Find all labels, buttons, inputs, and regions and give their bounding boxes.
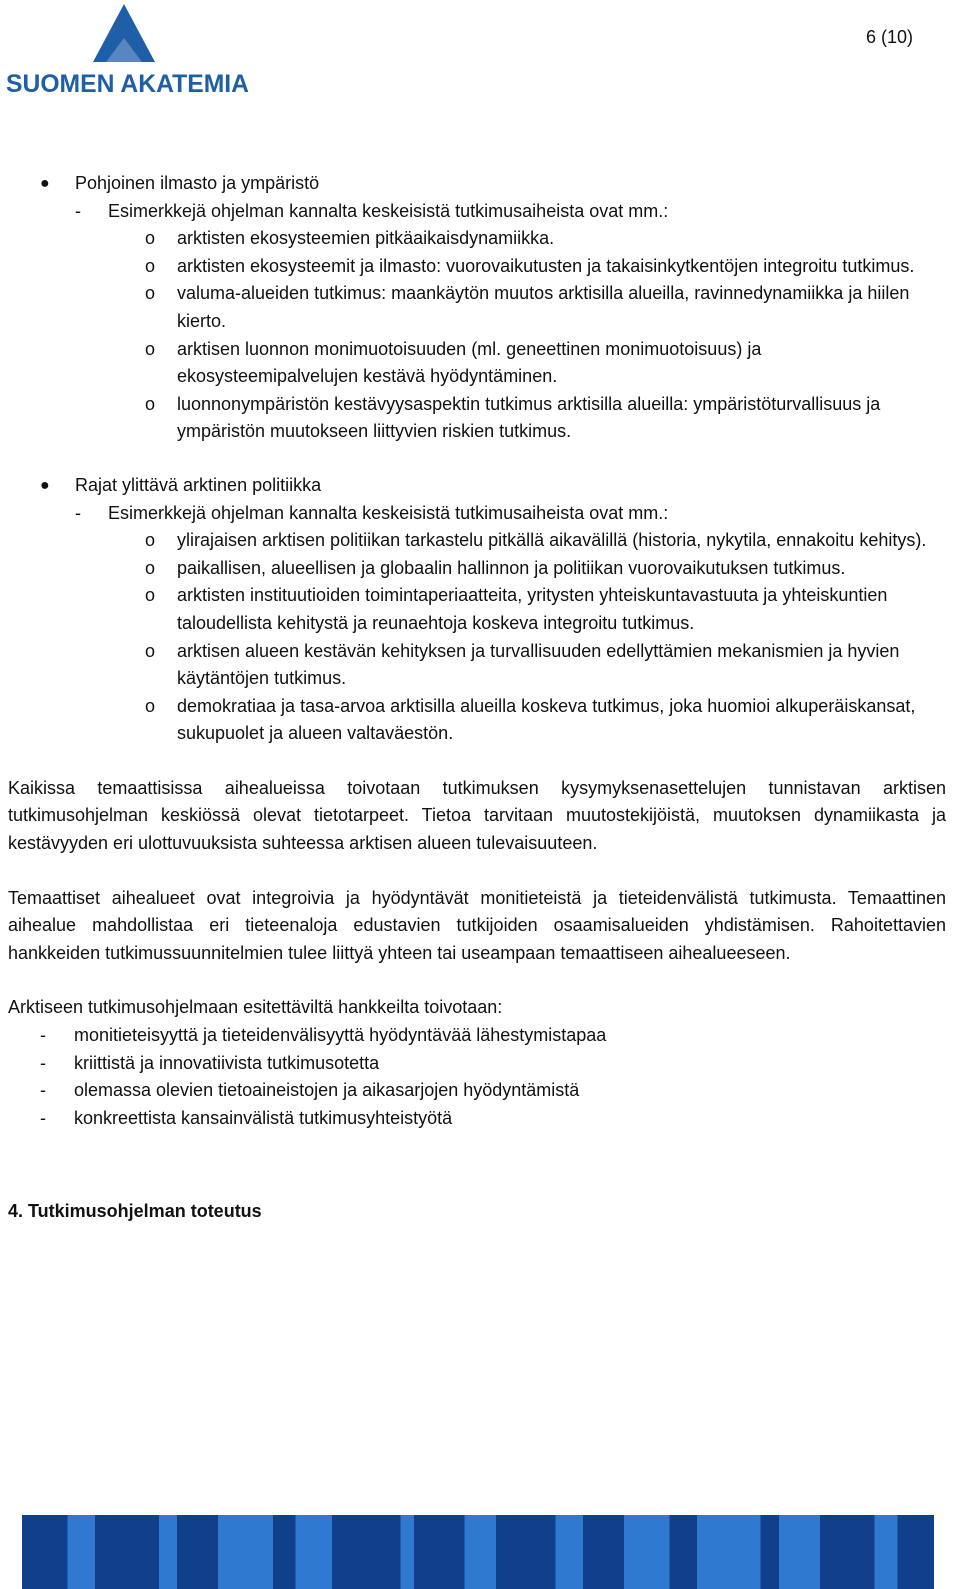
suomen-akatemia-logo	[6, 4, 251, 96]
topic-title: Pohjoinen ilmasto ja ympäristö	[75, 173, 320, 193]
page-number: 6 (10)	[866, 27, 914, 47]
list-item: - konkreettista kansainvälistä tutkimusyhteistyötä	[40, 1107, 453, 1128]
footer-decorative-bar	[22, 1515, 934, 1589]
topic-arctic-policy	[8, 472, 946, 748]
topic-northern-climate	[8, 170, 946, 446]
document-body	[8, 170, 946, 1226]
list-item: - kriittistä ja innovatiivista tutkimusotetta	[40, 1052, 380, 1073]
list-item: o luonnonympäristön kestävyysaspektin tutkimus arktisilla alueilla: ympäristöturvallisuus ja ympäristön muutokseen liittyvien riskien tutkimus.	[145, 393, 881, 442]
list-item: o arktisten ekosysteemit ja ilmasto: vuorovaikutusten ja takaisinkytkentöjen integroitu tutkimus.	[145, 255, 915, 276]
list-item: o valuma-alueiden tutkimus: maankäytön muutos arktisilla alueilla, ravinnedynamiikka ja hiilen kierto.	[145, 283, 910, 331]
list-item: - monitieteisyyttä ja tieteidenvälisyyttä hyödyntävää lähestymistapaa	[40, 1025, 607, 1046]
topic-examples-intro: - Esimerkkejä ohjelman kannalta keskeisistä tutkimusaiheista ovat mm.:	[75, 200, 669, 221]
list-item: o ylirajaisen arktisen politiikan tarkastelu pitkällä aikavälillä (historia, nykytila, ennakoitu kehitys).	[145, 530, 927, 551]
list-item: o arktisten instituutioiden toimintaperiaatteita, yritysten yhteiskuntavastuuta ja yhteiskuntien taloudellista kehitystä ja reunaehtoja koskeva integroitu tutkimus.	[145, 585, 888, 633]
list-item: o arktisen alueen kestävän kehityksen ja turvallisuuden edellyttämien mekanismien ja hyvien käytäntöjen tutkimus.	[145, 640, 900, 689]
topic-title: Rajat ylittävä arktinen politiikka	[75, 474, 322, 495]
list-item: o paikallisen, alueellisen ja globaalin hallinnon ja politiikan vuorovaikutuksen tutkimus.	[145, 557, 846, 578]
requirements-intro: Arktiseen tutkimusohjelmaan esitettäviltä hankkeilta toivotaan:	[8, 997, 503, 1018]
bullet-icon: ●	[40, 476, 50, 494]
paragraph: Temaattiset aihealueet ovat integroivia ja hyödyntävät monitieteistä ja tieteidenvälistä tutkimusta. Temaattinen aihealue mahdollistaa eri tieteenaloja edustavien tutkijoiden osaamisalueiden yhdistämisen. Rahoitettavien hankkeiden tutkimussuunnitelmien tulee liittyä yhteen tai useampaan temaattiseen aihealueeseen.	[8, 887, 946, 963]
list-item: o arktisten ekosysteemien pitkäaikaisdynamiikka.	[145, 228, 555, 249]
list-item: o demokratiaa ja tasa-arvoa arktisilla alueilla koskeva tutkimus, joka huomioi alkuperäiskansat, sukupuolet ja alueen valtaväestön.	[145, 695, 916, 744]
topic-examples-intro: - Esimerkkejä ohjelman kannalta keskeisistä tutkimusaiheista ovat mm.:	[75, 502, 669, 523]
list-item: o arktisen luonnon monimuotoisuuden (ml. geneettinen monimuotoisuus) ja ekosysteemipalvelujen kestävä hyödyntäminen.	[145, 338, 762, 387]
section-heading: 4. Tutkimusohjelman toteutus	[8, 1201, 262, 1222]
bullet-icon: ●	[40, 175, 50, 192]
list-item: - olemassa olevien tietoaineistojen ja aikasarjojen hyödyntämistä	[40, 1080, 580, 1101]
svg-text:SUOMEN AKATEMIA: SUOMEN AKATEMIA	[6, 70, 249, 96]
paragraph: Kaikissa temaattisissa aihealueissa toivotaan tutkimuksen kysymyksenasettelujen tunnistavan arktisen tutkimusohjelman keskiössä olevat tietotarpeet. Tietoa tarvitaan muutostekijöistä, muutoksen dynamiikasta ja kestävyyden eri ulottuvuuksista suhteessa arktisen alueen tulevaisuuteen.	[8, 777, 946, 854]
